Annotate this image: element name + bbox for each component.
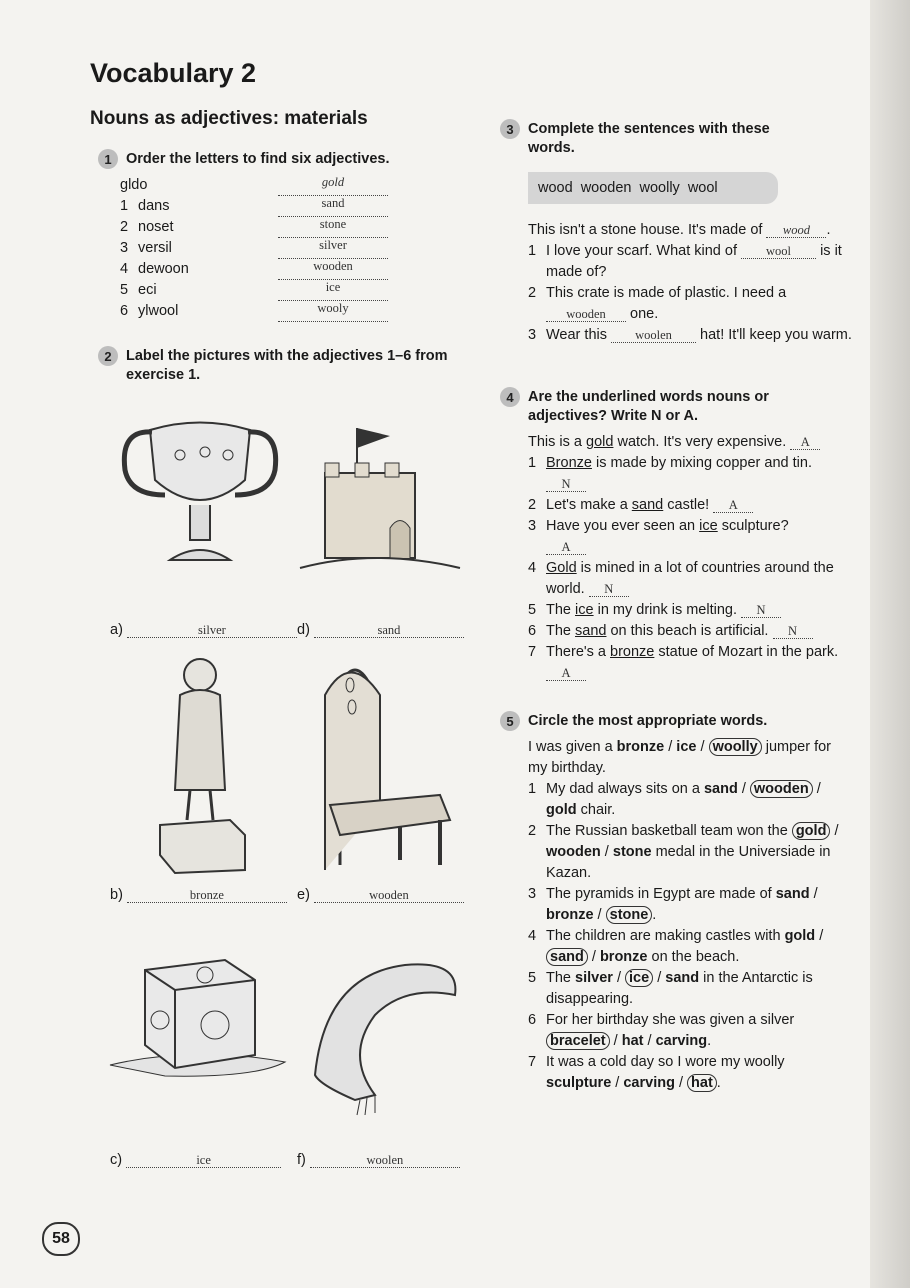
answer-line[interactable]: stone	[278, 217, 388, 238]
scrambled-word: gldo	[120, 177, 148, 193]
scrambled-word: eci	[138, 282, 157, 298]
answer-line[interactable]: wood	[766, 223, 826, 238]
answer-line[interactable]: wooden	[278, 259, 388, 280]
exercise-1-item: 5 eci ice	[120, 280, 398, 301]
circled-option[interactable]: hat	[687, 1074, 717, 1092]
silver-trophy-picture	[110, 410, 290, 580]
exercise-4-instruction: Are the underlined words nouns or adjectives? Write N or A.	[528, 389, 769, 424]
exercise-5	[500, 712, 845, 1094]
answer-line[interactable]: N	[741, 603, 781, 618]
scrambled-word: versil	[138, 240, 172, 256]
exercise-4-item: 5 The ice in my drink is melting. N	[528, 600, 845, 621]
answer-line[interactable]: bronze	[127, 888, 287, 903]
exercise-4-item: 7 There's a bronze statue of Mozart in the park. A	[528, 644, 839, 680]
scrambled-word: noset	[138, 219, 174, 235]
scrambled-word: dans	[138, 198, 170, 214]
circled-option[interactable]: ice	[625, 969, 653, 987]
exercise-3-item: 3 Wear this woolen hat! It'll keep you warm.	[528, 327, 852, 343]
answer-line[interactable]: woolen	[611, 328, 696, 343]
answer-line[interactable]: sand	[314, 623, 464, 638]
answer-line[interactable]: gold	[278, 175, 388, 196]
exercise-1-item: 1 dans sand	[120, 196, 398, 217]
answer-line[interactable]: wooden	[546, 307, 626, 322]
circled-option[interactable]: gold	[792, 822, 831, 840]
exercise-1-item: 6 ylwool wooly	[120, 301, 398, 322]
answer-line[interactable]: silver	[278, 238, 388, 259]
exercise-5-item: 4 The children are making castles with gold / sand / bronze on the beach.	[528, 928, 824, 965]
exercise-5-instruction: Circle the most appropriate words.	[528, 713, 768, 729]
answer-line[interactable]: A	[546, 666, 586, 681]
answer-line[interactable]: A	[546, 540, 586, 555]
circled-option[interactable]: sand	[546, 948, 588, 966]
page-number: 58	[42, 1222, 80, 1256]
exercise-1-instruction: Order the letters to find six adjectives.	[126, 151, 390, 167]
exercise-5-example: I was given a bronze / ice / woolly jumper for my birthday.	[528, 739, 831, 776]
picture-label-a: a) silver	[110, 622, 297, 638]
exercise-5-item: 7 It was a cold day so I wore my woolly sculpture / carving / hat .	[528, 1054, 785, 1091]
exercise-1	[98, 150, 398, 322]
exercise-1-example	[120, 175, 398, 196]
exercise-1-item: 3 versil silver	[120, 238, 398, 259]
answer-line[interactable]: sand	[278, 196, 388, 217]
exercise-4	[500, 388, 845, 684]
answer-line[interactable]: N	[773, 624, 813, 639]
exercise-4-item: 6 The sand on this beach is artificial. N	[528, 621, 845, 642]
exercise-1-item: 4 dewoon wooden	[120, 259, 398, 280]
exercise-5-item: 3 The pyramids in Egypt are made of sand / bronze / stone .	[528, 886, 818, 923]
page-spine	[870, 0, 910, 1288]
exercise-5-item: 5 The silver / ice / sand in the Antarctic is disappearing.	[528, 970, 813, 1007]
wooden-chair-picture	[310, 655, 460, 875]
exercise-number-badge: 3	[500, 119, 520, 139]
exercise-number-badge: 5	[500, 711, 520, 731]
answer-line[interactable]: N	[589, 582, 629, 597]
sand-castle-picture	[295, 418, 465, 578]
exercise-4-example: This is a gold watch. It's very expensive. A	[528, 432, 845, 453]
exercise-4-item: 2 Let's make a sand castle! A	[528, 495, 845, 516]
word-box: wood wooden woolly wool	[528, 172, 778, 204]
woolen-scarf-picture	[295, 935, 470, 1120]
picture-label-f: f) woolen	[297, 1152, 460, 1168]
exercise-5-item: 1 My dad always sits on a sand / wooden / gold chair.	[528, 781, 821, 818]
exercise-1-item: 2 noset stone	[120, 217, 398, 238]
picture-label-b: b) bronze	[110, 887, 287, 903]
circled-option[interactable]: wooden	[750, 780, 813, 798]
answer-line[interactable]: ice	[126, 1153, 281, 1168]
exercise-3-item: 1 I love your scarf. What kind of wool is it made of?	[528, 243, 842, 280]
exercise-3-instruction: Complete the sentences with these words.	[528, 121, 770, 156]
picture-label-c: c) ice	[110, 1152, 281, 1168]
answer-line[interactable]: N	[546, 477, 586, 492]
exercise-4-header	[500, 388, 845, 426]
exercise-2	[98, 347, 468, 385]
exercise-number-badge: 1	[98, 149, 118, 169]
picture-label-d: d) sand	[297, 622, 464, 638]
answer-line[interactable]: wooden	[314, 888, 464, 903]
exercise-4-item: 4 Gold is mined in a lot of countries around the world. N	[528, 560, 834, 597]
circled-option[interactable]: stone	[606, 906, 653, 924]
bronze-statue-picture	[145, 645, 265, 875]
exercise-number-badge: 4	[500, 387, 520, 407]
picture-label-e: e) wooden	[297, 887, 464, 903]
answer-line[interactable]: A	[713, 498, 753, 513]
scrambled-word: dewoon	[138, 261, 189, 277]
circled-option[interactable]: woolly	[709, 738, 762, 756]
exercise-3-item: 2 This crate is made of plastic. I need a wooden one.	[528, 285, 787, 322]
exercise-number-badge: 2	[98, 346, 118, 366]
answer-line[interactable]: wooly	[278, 301, 388, 322]
exercise-4-item: 1 Bronze is made by mixing copper and tin. N	[528, 455, 812, 491]
exercise-2-instruction: Label the pictures with the adjectives 1–6 from exercise 1.	[126, 348, 448, 383]
circled-option[interactable]: bracelet	[546, 1032, 610, 1050]
answer-line[interactable]: A	[790, 435, 820, 450]
ice-cube-picture	[105, 950, 290, 1080]
section-subtitle: Nouns as adjectives: materials	[90, 108, 368, 129]
exercise-3	[500, 120, 860, 346]
exercise-3-header	[500, 120, 860, 158]
exercise-5-item: 6 For her birthday she was given a silver bracelet / hat / carving.	[528, 1012, 795, 1049]
page-title: Vocabulary 2	[90, 58, 257, 88]
answer-line[interactable]: woolen	[310, 1153, 460, 1168]
answer-line[interactable]: wool	[741, 244, 816, 259]
answer-line[interactable]: ice	[278, 280, 388, 301]
exercise-5-header	[500, 712, 845, 731]
exercise-1-header	[98, 150, 398, 169]
exercise-2-header	[98, 347, 468, 385]
answer-line[interactable]: silver	[127, 623, 297, 638]
exercise-3-example: This isn't a stone house. It's made of wood .	[528, 222, 831, 238]
exercise-4-item: 3 Have you ever seen an ice sculpture? A	[528, 518, 789, 554]
exercise-5-item: 2 The Russian basketball team won the gold / wooden / stone medal in the Universiade in Kazan.	[528, 823, 839, 881]
scrambled-word: ylwool	[138, 303, 179, 319]
